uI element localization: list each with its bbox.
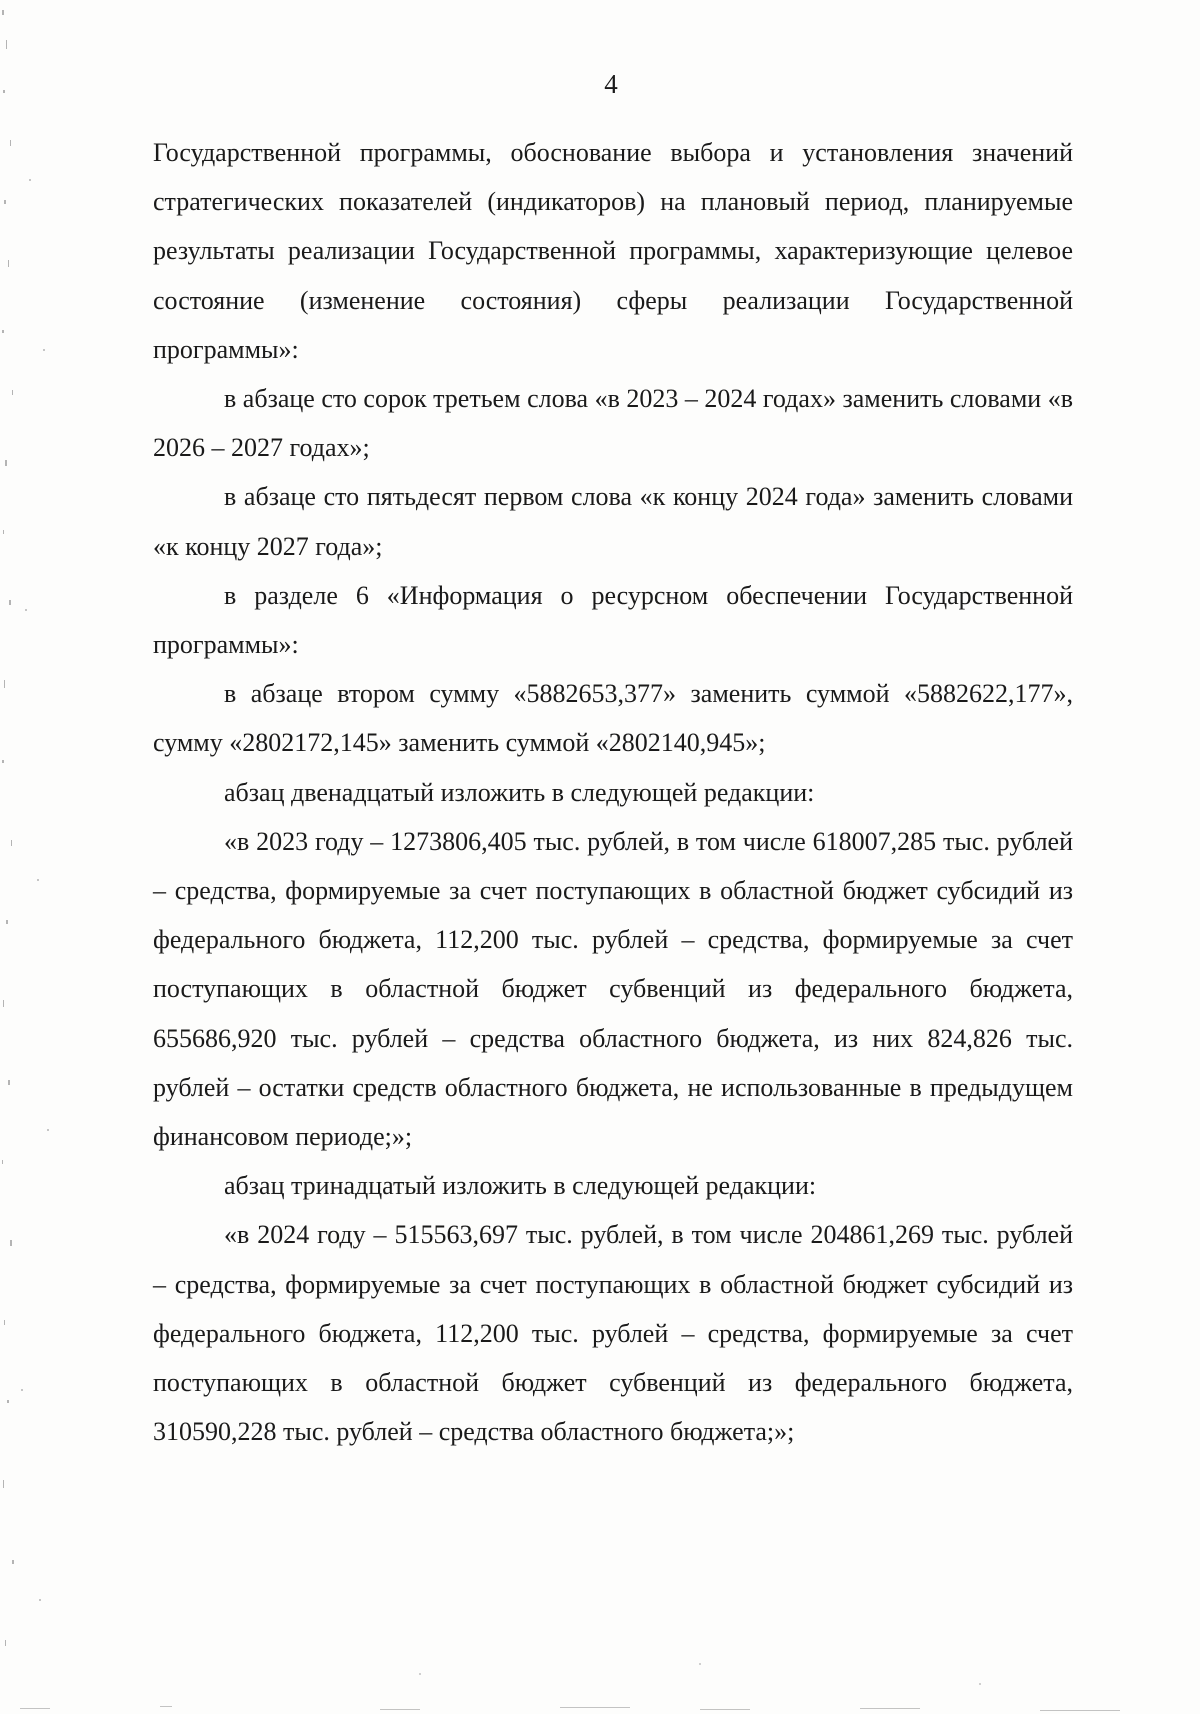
page-number: 4 <box>604 69 618 99</box>
paragraph-amendment-2: в абзаце втором сумму «5882653,377» заменить суммой «5882622,177», сумму «2802172,145» заменить суммой «2802140,945»; <box>153 679 1073 758</box>
document-body <box>153 128 1073 1456</box>
paragraph-amendment-151: в абзаце сто пятьдесят первом слова «к концу 2024 года» заменить словами «к концу 2027 года»; <box>153 482 1073 561</box>
paragraph-amendment-12-text: «в 2023 году – 1273806,405 тыс. рублей, в том числе 618007,285 тыс. рублей – средства, формируемые за счет поступающих в областной бюджет субсидий из федерального бюджета, 112,200 тыс. рублей – средства, формируемые за счет поступающих в областной бюджет субвенций из федерального бюджета, 655686,920 тыс. рублей – средства областного бюджета, из них 824,826 тыс. рублей – остатки средств областного бюджета, не использованные в предыдущем финансовом периоде;»; <box>153 826 1073 1152</box>
scan-edge-noise <box>0 0 80 1714</box>
paragraph-amendment-143: в абзаце сто сорок третьем слова «в 2023 – 2024 годах» заменить словами «в 2026 – 2027 годах»; <box>153 384 1073 463</box>
paragraph-continuation: Государственной программы, обоснование выбора и установления значений стратегических показателей (индикаторов) на плановый период, планируемые результаты реализации Государственной программы, характеризующие целевое состояние (изменение состояния) сферы реализации Государственной программы»: <box>153 138 1073 364</box>
paragraph-amendment-12-intro: абзац двенадцатый изложить в следующей редакции: <box>224 777 815 807</box>
paragraph-amendment-13-intro: абзац тринадцатый изложить в следующей редакции: <box>224 1171 817 1201</box>
paragraph-section-6: в разделе 6 «Информация о ресурсном обеспечении Государственной программы»: <box>153 580 1073 660</box>
paragraph-amendment-13-text: «в 2024 году – 515563,697 тыс. рублей, в том числе 204861,269 тыс. рублей – средства, формируемые за счет поступающих в областной бюджет субсидий из федерального бюджета, 112,200 тыс. рублей – средства, формируемые за счет поступающих в областной бюджет субвенций из федерального бюджета, 310590,228 тыс. рублей – средства областного бюджета;»; <box>153 1220 1073 1447</box>
scan-bottom-noise <box>0 1654 1200 1714</box>
